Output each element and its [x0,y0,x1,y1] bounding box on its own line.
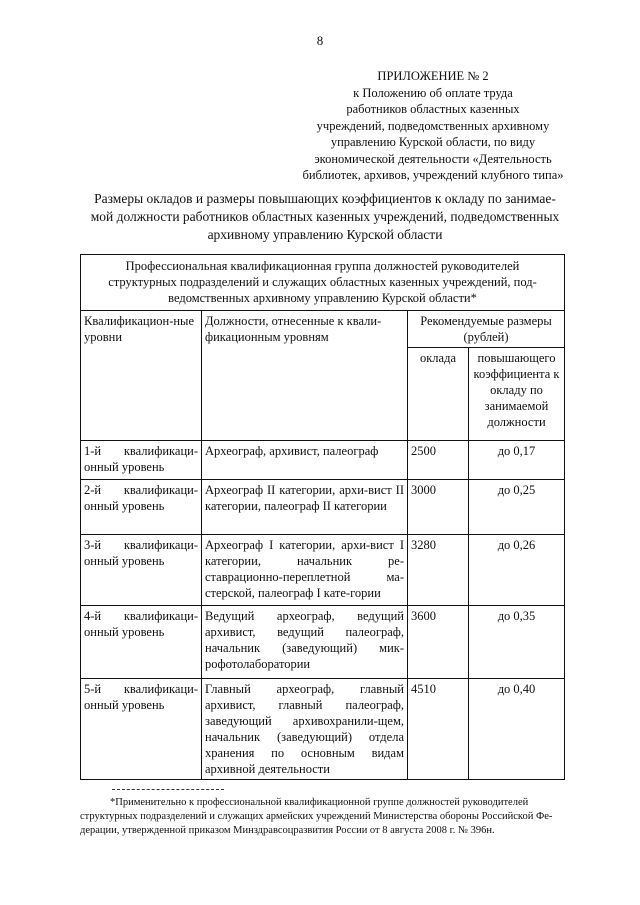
salary-table [80,254,565,780]
table-row [81,679,565,780]
coefficient-cell: до 0,25 [469,480,565,535]
positions-cell: Археограф, архивист, палеограф [202,441,408,480]
coefficient-cell: до 0,17 [469,441,565,480]
level-cell: 5-й квалификаци-онный уровень [81,679,202,780]
positions-cell: Археограф I категории, архи-вист I категории, начальник ре-ставрационно-переплетной ма-стерской, палеограф I кате-гории [202,535,408,606]
salary-cell: 2500 [408,441,469,480]
level-cell: 1-й квалификаци-онный уровень [81,441,202,480]
table-row [81,606,565,679]
salary-cell: 3280 [408,535,469,606]
header-positions: Должности, отнесенные к квали-фикационным уровням [202,311,408,441]
footnote-line: структурных подразделений и служащих армейских учреждений Министерства обороны Российской Фе- [80,811,553,822]
appendix-line: к Положению об оплате труда [353,85,513,100]
group-title-line: Профессиональная квалификационная группа должностей руководителей [125,259,520,273]
footnote [80,796,568,838]
positions-cell: Археограф II категории, архи-вист II категории, палеограф II категории [202,480,408,535]
footnote-line: дерации, утвержденной приказом Минздравсоцразвития России от 8 августа 2008 г. № 396н. [80,825,495,836]
table-row [81,535,565,606]
level-cell: 3-й квалификаци-онный уровень [81,535,202,606]
group-title-row [81,255,565,311]
coefficient-cell: до 0,40 [469,679,565,780]
title-line: Размеры окладов и размеры повышающих коэффициентов к окладу по занимае- [94,191,556,206]
appendix-heading [288,68,578,184]
positions-cell: Ведущий археограф, ведущий архивист, ведущий палеограф, начальник (заведующий) мик-рофотолаборатории [202,606,408,679]
appendix-line: библиотек, архивов, учреждений клубного типа» [302,168,564,182]
coefficient-cell: до 0,35 [469,606,565,679]
positions-cell: Главный археограф, главный архивист, главный палеограф, заведующий архивохранили-щем, начальник (заведующий) отдела хранения по основным видам архивной деятельности [202,679,408,780]
appendix-line: ПРИЛОЖЕНИЕ № 2 [377,69,489,83]
level-cell: 2-й квалификаци-онный уровень [81,480,202,535]
header-salary: оклада [408,348,469,441]
salary-cell: 4510 [408,679,469,780]
title-line: мой должности работников областных казенных учреждений, подведомственных [90,209,560,224]
group-title-line: структурных подразделений и служащих областных казенных учреждений, под- [108,275,537,289]
footnote-separator [112,789,224,790]
appendix-line: управлению Курской области, по виду [330,135,536,149]
header-recommended: Рекомендуемые размеры (рублей) [408,311,565,348]
footnote-line: *Применительно к профессиональной квалификационной группе должностей руководителей [110,797,529,808]
table-row [81,441,565,480]
appendix-line: учреждений, подведомственных архивному [316,118,550,133]
group-title-cell [81,255,565,311]
coefficient-cell: до 0,26 [469,535,565,606]
document-title [70,190,580,244]
level-cell: 4-й квалификаци-онный уровень [81,606,202,679]
group-title-line: ведомственных архивному управлению Курской области* [168,291,477,305]
header-coefficient: повышающего коэффициента к окладу по занимаемой должности [469,348,565,441]
header-level: Квалификацион-ные уровни [81,311,202,441]
salary-cell: 3000 [408,480,469,535]
table-row [81,480,565,535]
header-row [81,311,565,348]
appendix-line: работников областных казенных [346,102,520,116]
salary-cell: 3600 [408,606,469,679]
page-number: 8 [316,33,324,48]
appendix-line: экономической деятельности «Деятельность [314,151,552,166]
title-line: архивному управлению Курской области [207,227,443,242]
